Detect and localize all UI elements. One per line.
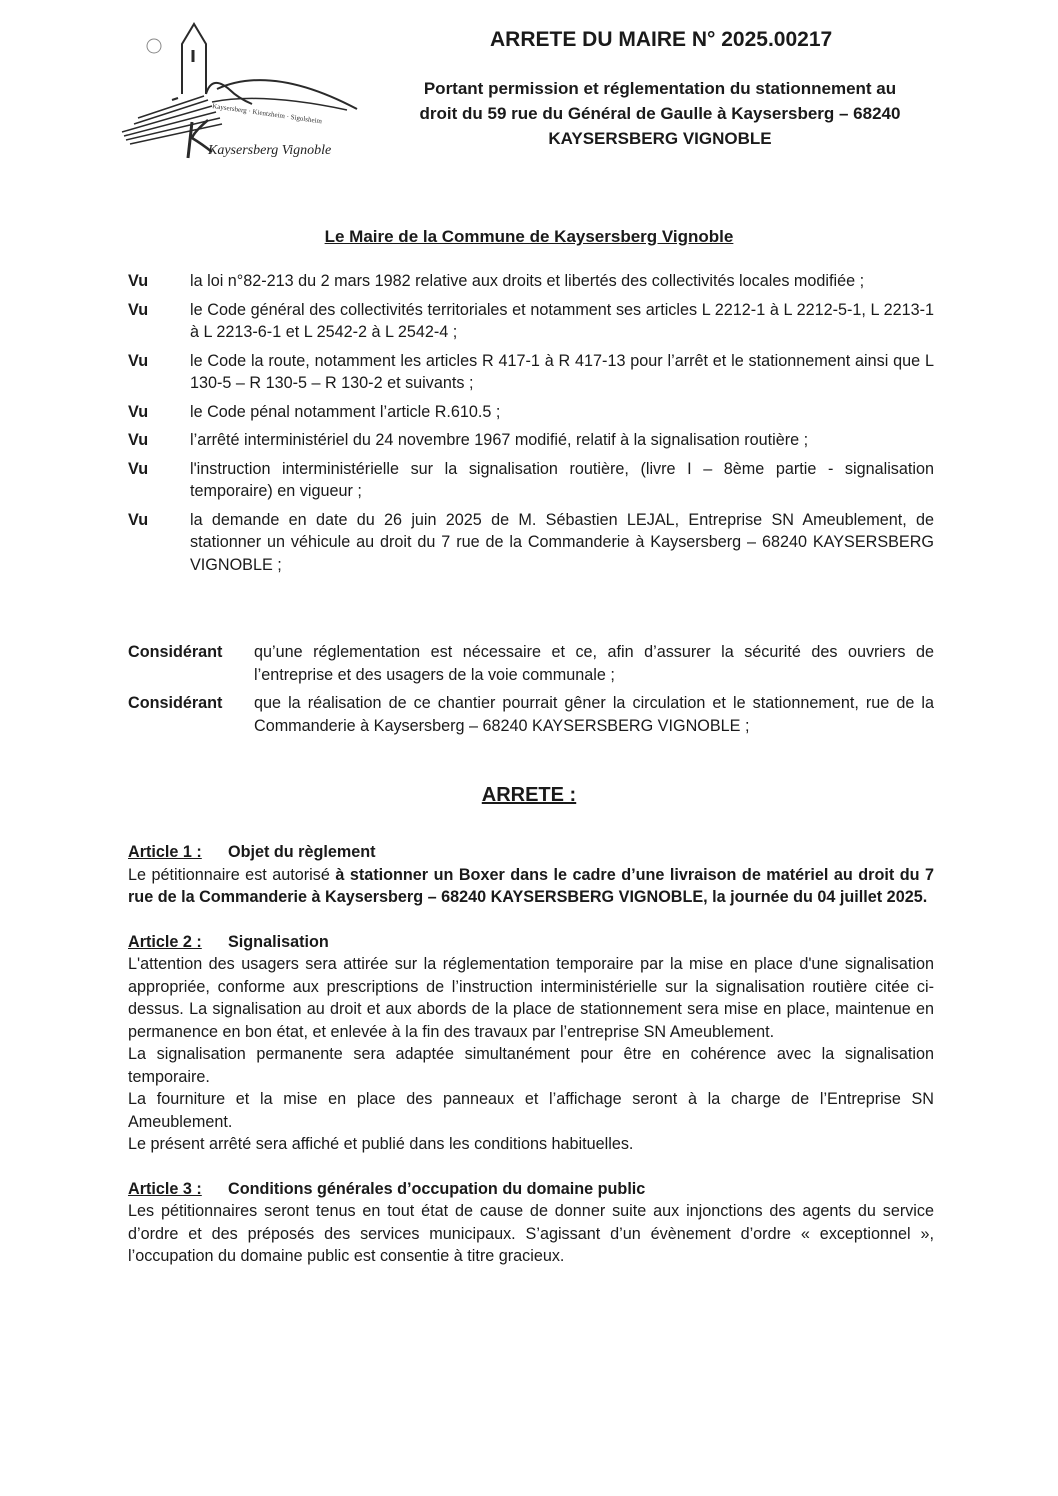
vu-text: le Code général des collectivités territoriales et notamment ses articles L 2212-1 à L 2212-5-1, L 2213-1 à L 2213-6-1 et L 2542-2 à L 2542-4 ;: [190, 300, 934, 341]
mayor-heading: Le Maire de la Commune de Kaysersberg Vignoble: [324, 227, 734, 246]
vu-label: Vu: [128, 300, 149, 319]
article-1: [128, 841, 934, 909]
vu-text: le Code la route, notamment les articles R 417-1 à R 417-13 pour l’arrêt et le stationnement ainsi que L 130-5 – R 130-5 – R 130-2 et suivants ;: [190, 351, 934, 392]
article-2: [128, 931, 934, 1156]
article-title: Objet du règlement: [228, 843, 376, 861]
article-heading: [128, 1178, 934, 1201]
vu-item: [128, 299, 934, 344]
considerant-label: Considérant: [128, 643, 223, 661]
article-intro-bold: à stationner un Boxer dans le cadre d’une livraison de matériel au droit du 7 rue de la Commanderie à Kaysersberg – 68240 KAYSERSBERG VIGNOBLE, la journée du 04 juillet 2025.: [128, 865, 935, 906]
considerant-list: [128, 641, 934, 743]
article-title: Signalisation: [228, 932, 329, 951]
logo-main-text: Kaysersberg Vignoble: [208, 143, 332, 158]
vu-list: [128, 270, 934, 582]
article-paragraph: [128, 864, 934, 909]
considerant-text: qu’une réglementation est nécessaire et ce, afin d’assurer la sécurité des ouvriers de l’entreprise et des usagers de la voie communale ;: [254, 643, 934, 684]
subtitle-line: Portant permission et réglementation du stationnement au: [423, 79, 897, 98]
article-number: Article 1 :: [128, 843, 202, 861]
document-subtitle: [380, 76, 940, 151]
document-title: ARRETE DU MAIRE N° 2025.00217: [490, 28, 833, 51]
vu-label: Vu: [128, 459, 149, 478]
article-paragraph: Le présent arrêté sera affiché et publié dans les conditions habituelles.: [128, 1135, 634, 1153]
vu-item: [128, 350, 934, 395]
considerant-text: que la réalisation de ce chantier pourrait gêner la circulation et le stationnement, rue de la Commanderie à Kaysersberg – 68240 KAYSERSBERG VIGNOBLE ;: [254, 694, 934, 735]
article-paragraph: La fourniture et la mise en place des panneaux et l’affichage seront à la charge de l’Entreprise SN Ameublement.: [128, 1090, 934, 1131]
vu-text: l'instruction interministérielle sur la signalisation routière, (livre I – 8ème partie - signalisation temporaire) en vigueur ;: [190, 459, 934, 500]
considerant-item: [128, 641, 934, 686]
vu-item: [128, 270, 934, 293]
kaysersberg-logo: [112, 14, 362, 164]
article-paragraph: L'attention des usagers sera attirée sur la réglementation temporaire par la mise en place d'une signalisation appropriée, conforme aux prescriptions de l’instruction interministérielle sur la signalisation routière citée ci-dessus. La signalisation au droit et aux abords de la place de stationnement sera mise en place, maintenue en permanence en bon état, et enlevée à la fin des travaux par l’entreprise SN Ameublement.: [128, 955, 934, 1041]
vu-item: [128, 429, 934, 452]
vu-item: [128, 401, 934, 424]
article-paragraph: Les pétitionnaires seront tenus en tout état de cause de donner suite aux injonctions des agents du service d’ordre et des préposés des services municipaux. S’agissant d’un évènement d’ordre « exceptionnel », l’occupation du domaine public est consentie à titre gracieux.: [128, 1202, 934, 1265]
subtitle-line: KAYSERSBERG VIGNOBLE: [548, 129, 772, 148]
article-heading: [128, 931, 934, 954]
vu-label: Vu: [128, 431, 149, 449]
logo-small-text: Kaysersberg · Kientzheim · Sigolsheim: [211, 102, 323, 126]
vu-label: Vu: [128, 510, 149, 529]
articles: [128, 841, 934, 1290]
article-paragraph: La signalisation permanente sera adaptée simultanément pour être en cohérence avec la signalisation temporaire.: [128, 1045, 934, 1086]
article-intro: Le pétitionnaire est autorisé: [128, 865, 336, 884]
considerant-item: [128, 692, 934, 737]
vu-label: Vu: [128, 272, 149, 290]
article-number: Article 2 :: [128, 932, 202, 951]
vu-text: l’arrêté interministériel du 24 novembre 1967 modifié, relatif à la signalisation routière ;: [190, 431, 809, 449]
vu-item: [128, 458, 934, 503]
vu-label: Vu: [128, 351, 149, 370]
subtitle-line: droit du 59 rue du Général de Gaulle à Kaysersberg – 68240: [419, 104, 901, 123]
vu-label: Vu: [128, 402, 149, 421]
vu-text: le Code pénal notamment l’article R.610.5 ;: [190, 402, 501, 421]
vu-item: [128, 509, 934, 577]
article-number: Article 3 :: [128, 1179, 202, 1198]
header-block: [380, 26, 940, 151]
vu-text: la loi n°82-213 du 2 mars 1982 relative aux droits et libertés des collectivités locales modifiée ;: [190, 272, 865, 290]
article-3: [128, 1178, 934, 1268]
arrete-heading: ARRETE :: [481, 784, 577, 806]
vu-text: la demande en date du 26 juin 2025 de M. Sébastien LEJAL, Entreprise SN Ameublement, de stationner un véhicule au droit du 7 rue de la Commanderie à Kaysersberg – 68240 KAYSERSBERG VIGNOBLE ;: [190, 510, 934, 574]
considerant-label: Considérant: [128, 694, 223, 712]
article-heading: [128, 841, 934, 864]
article-title: Conditions générales d’occupation du domaine public: [228, 1179, 646, 1198]
